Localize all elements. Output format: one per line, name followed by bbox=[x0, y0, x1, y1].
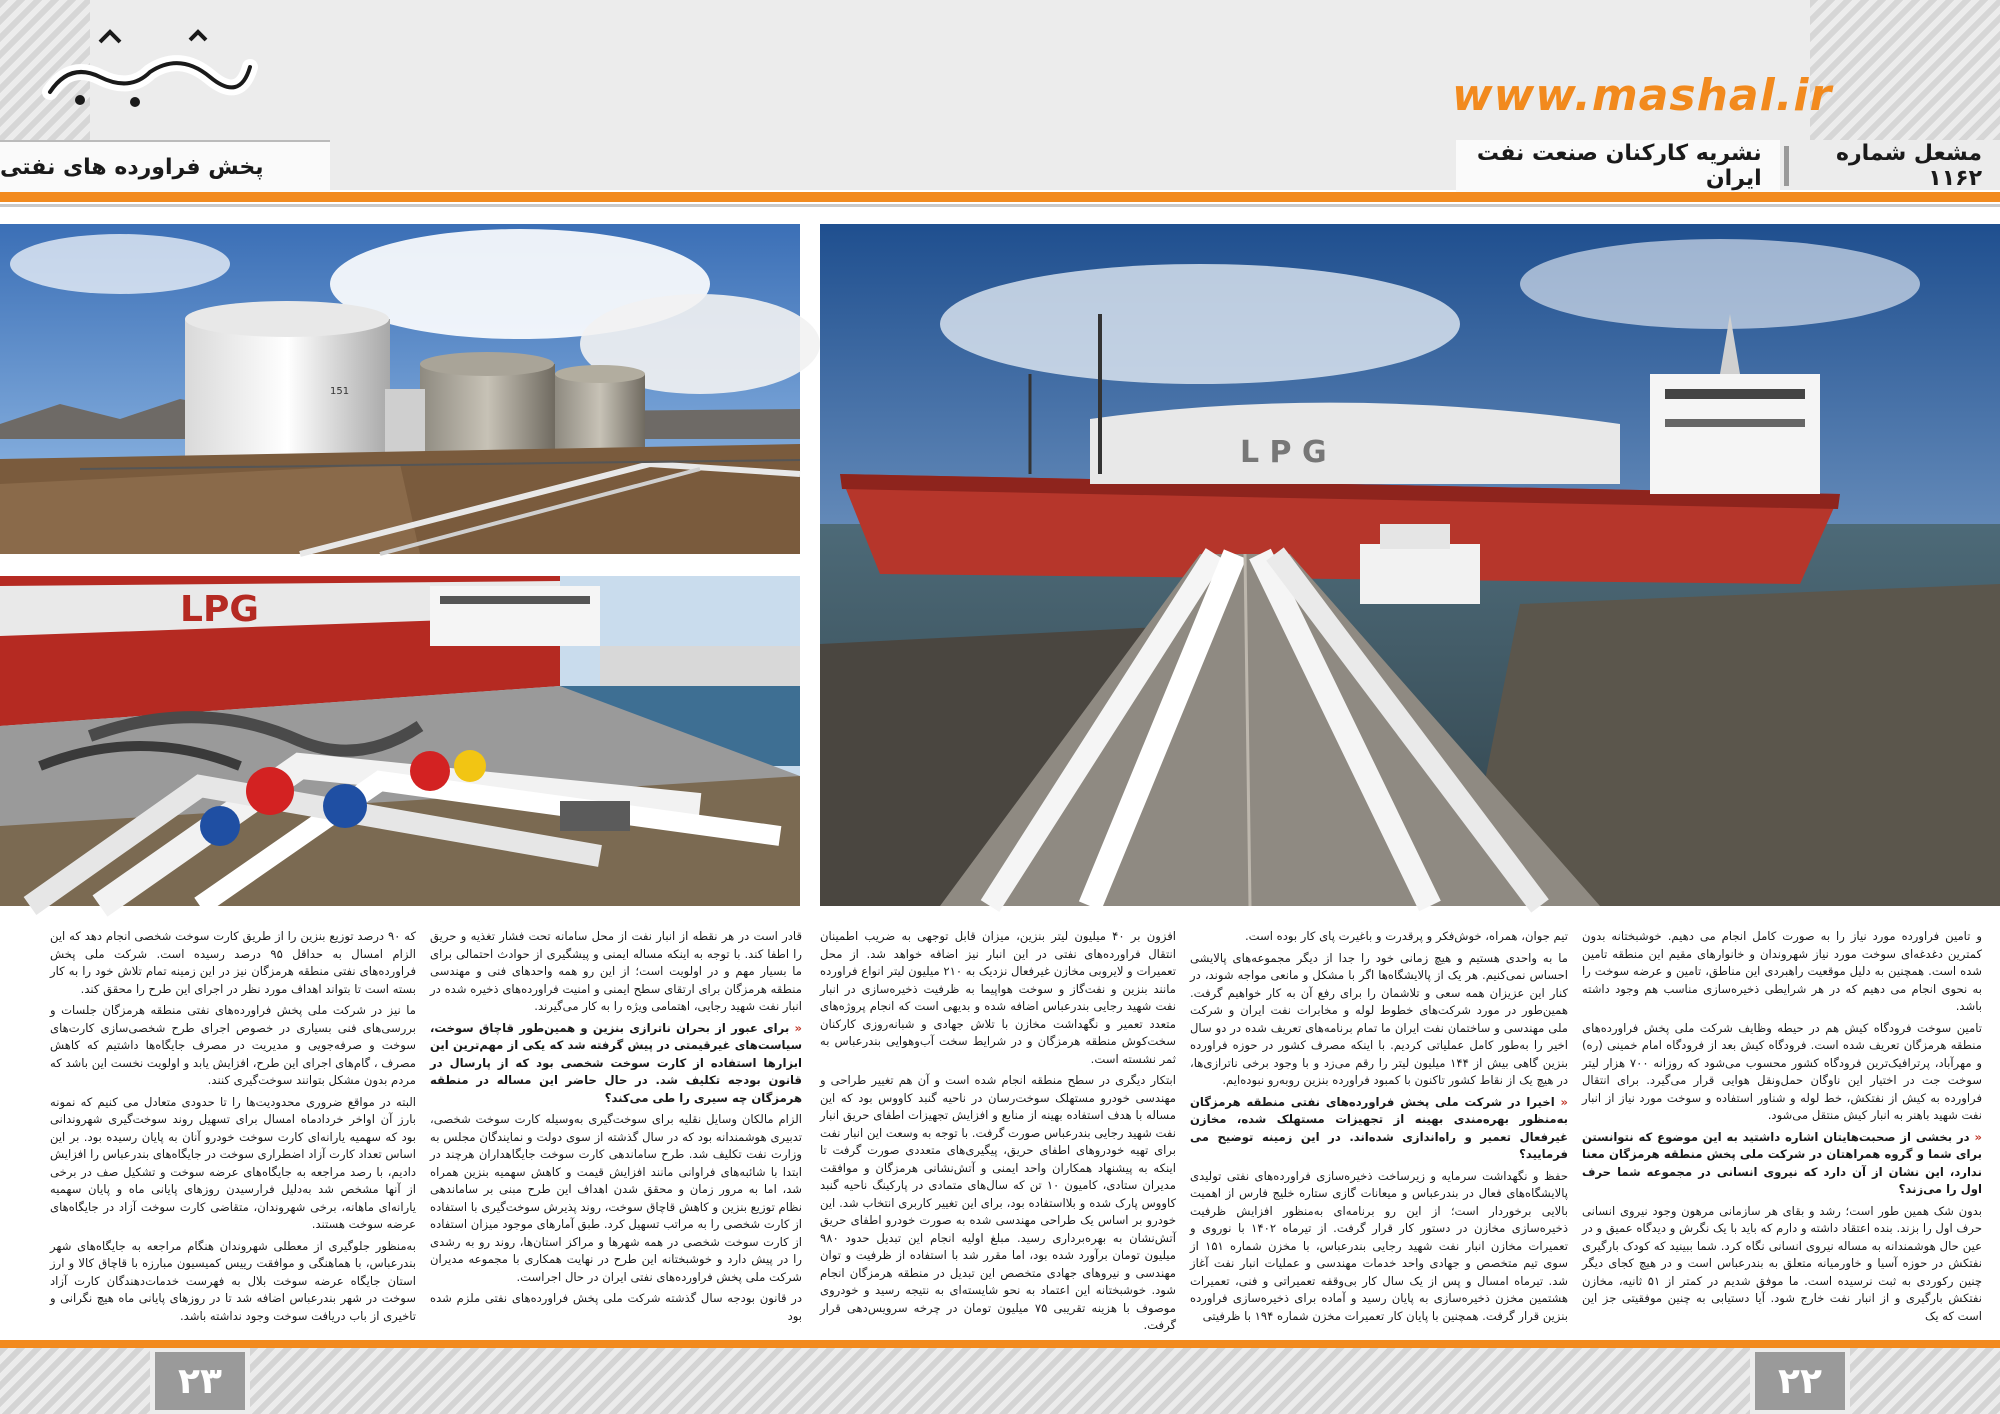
col4-question bbox=[430, 1020, 802, 1108]
text-column-2 bbox=[1190, 928, 1568, 1323]
col2-para-2: ما به واحدی هستیم و هیچ زمانی خود را جدا از دیگر مجموعه‌های پالایشی احساس نمی‌کنیم. هر یک از پالایشگاه‌ها اگر با مشکل و مانعی مواجه شوند، در کنار این عزیزان همه سعی و تلاشمان را برای رفع آن به کار خواهیم گرفت. همین‌طور در مورد شرکت‌های خطوط لوله و مخابرات نفت ایران و شرکت ملی مهندسی و ساختمان نفت ایران ما تمام برنامه‌های تعریف شده در دو سال اخیر را به‌طور کامل عملیاتی کردیم. با اینکه مصرف کشور در حوزه فراورده بنزین گاهی بیش از ۱۴۴ میلیون لیتر را رقم می‌زد و با وجود برخی ناترازی‌ها، در هیچ یک از نقاط کشور تاکنون با کمبود فراورده بنزین روبه‌رو نبوده‌ایم. bbox=[1190, 950, 1568, 1087]
col4-para-1: قادر است در هر نقطه از انبار نفت از محل سامانه تحت فشار تغذیه و حریق را اطفا کند. با توجه به اینکه مساله ایمنی و پیشگیری از حوادث احتمالی برای ما بسیار مهم و در اولویت است؛ از این رو همه واحدهای فنی و مهندسی منطقه هرمزگان برای ارتقای سطح ایمنی و امنیت فراورده‌های ذخیره شده در انبار نفت شهید رجایی، اهتمامی ویژه را به کار می‌گیرند. bbox=[430, 929, 802, 1013]
col2-question-text: اخیرا در شرکت ملی پخش فراورده‌های نفتی منطقه هرمزگان به‌منظور بهره‌مندی بهینه از تجهیزات مستهلک شده، مخازن غیرفعال تعمیر و راه‌اندازی شده‌اند. در این زمینه توضیح می فرمایید؟ bbox=[1190, 1094, 1568, 1161]
text-column-1 bbox=[1582, 928, 1982, 1323]
tank-label: 151 bbox=[330, 386, 350, 397]
website-url: www.mashal.ir bbox=[1452, 70, 1833, 121]
header-hatch-right bbox=[1810, 0, 2000, 140]
col2-question bbox=[1190, 1094, 1568, 1164]
photo-lpg-ship bbox=[820, 224, 2000, 906]
col5-para-4: به‌منظور جلوگیری از معطلی شهروندان هنگام مراجعه به جایگاه‌های شهر بندرعباس، با هماهنگی و موافقت رییس کمیسیون مبارزه با قاچاق کالا و ارز استان جایگاه عرضه سوخت بلال به فهرست خدمات‌دهندگان کارت آزاد سوخت در شهر بندرعباس اضافه شد تا در روزهای پایانی ماه هیچ نگرانی و تاخیری از باب دریافت سوخت وجود نداشته باشد. bbox=[50, 1238, 416, 1323]
col4-para-3: در قانون بودجه سال گذشته شرکت ملی پخش فراورده‌های نفتی ملزم شده بود bbox=[430, 1291, 802, 1323]
issue-title-bar bbox=[1456, 140, 2000, 192]
col5-para-2: ما نیز در شرکت ملی پخش فراورده‌های نفتی منطقه هرمزگان جلسات و بررسی‌های فنی بسیاری در خصوص اجرای طرح شخصی‌سازی کارت‌های سوخت و صرفه‌جویی و مدیریت در مصرف جایگاه‌ها داشتیم که کاهش مصرف ، گام‌های اجرای این طرح، افزایش یابد و اولویت نخست این باشد که مردم بدون مشکل بتوانند سوخت‌گیری کنند. bbox=[50, 1003, 416, 1087]
text-column-5 bbox=[50, 928, 416, 1323]
issue-number: مشعل شماره ۱۱۶۲ bbox=[1835, 141, 1982, 191]
col1-question bbox=[1582, 1129, 1982, 1199]
col1-para-1: و تامین فراورده مورد نیاز را به صورت کامل انجام می دهیم. خوشبختانه بدون کمترین دغدغه‌ای سوخت مورد نیاز شهروندان و خانوارهای مقیم این منطقه تامین شده است. همچنین به دلیل موقعیت راهبردی این مناطق، تامین و عرضه سوخت را به نحوی انجام می دهیم که در هر شرایطی ذخیره‌سازی مناسب هم وجود داشته باشد. bbox=[1582, 929, 1982, 1013]
hull-text: LPG bbox=[180, 589, 259, 630]
publication-name: نشریه کارکنان صنعت نفت ایران bbox=[1456, 140, 1780, 192]
col5-para-1: که ۹۰ درصد توزیع بنزین را از طریق کارت سوخت شخصی انجام دهد که این الزام امسال به حداقل ۹۵ درصد رسیده است. شرکت ملی پخش فراورده‌های نفتی منطقه هرمزگان نیز در این زمینه تمام تلاش خود را به کار بسته است تا بتواند اهداف مورد نظر در اجرای این طرح را محقق کند. bbox=[50, 929, 416, 996]
page-number-right: ۲۲ bbox=[1755, 1352, 1845, 1410]
question-chevron-icon: « bbox=[794, 1020, 802, 1035]
question-chevron-icon: « bbox=[1974, 1129, 1982, 1144]
header-gray-rule bbox=[0, 204, 2000, 207]
col5-para-3: البته در مواقع ضروری محدودیت‌ها را تا حدودی متعادل می کنیم که نمونه بارز آن اواخر خردادماه امسال برای تسهیل روند سوخت‌گیری شهروندانی بود که سهمیه یارانه‌ای کارت سوخت خودرو آنان به پایان رسیده بود. بر این اساس تعداد کارت آزاد اضطراری سوخت در جایگاه‌های بندرعباس را افزایش دادیم، با رصد مراجعه به جایگاه‌های عرضه سوخت و تشکیل صف در برخی از آنها مشخص شد به‌دلیل فرارسیدن روزهای پایانی ماه و پایان سهمیه یارانه‌ای ماهانه، برخی شهروندان، متقاضی کارت سوخت آزاد در جایگاه‌های عرضه سوخت هستند. bbox=[50, 1094, 416, 1231]
section-title-text: پخش فراورده های نفتی bbox=[0, 154, 264, 180]
mashal-logo bbox=[40, 22, 260, 122]
question-chevron-icon: « bbox=[1560, 1094, 1568, 1109]
text-column-3 bbox=[820, 928, 1176, 1332]
title-separator bbox=[1784, 146, 1789, 186]
col2-para-1: تیم جوان، همراه، خوش‌فکر و پرقدرت و باغیرت پای کار بوده است. bbox=[1244, 929, 1568, 943]
photo-pipes-deck bbox=[0, 576, 800, 906]
col1-para-3: بدون شک همین طور است؛ رشد و بقای هر سازمانی مرهون وجود نیروی انسانی حرف اول را بزند. بنده اعتقاد داشته و دارم که باید با یک نگرش و دیدگاه عمیق و در عین حال هوشمندانه به مساله نیروی انسانی نگاه کرد. شما ببینید که کودک بارگیری نفتکش در حوزه آسیا و خاورمیانه متعلق به بندرعباس است و در هیچ کجای دیگر چنین رکوردی به ثبت نرسیده است. ما موفق شدیم در کمتر از ۵۱ ثانیه، مخازن نفتکش بارگیری و از انبار نفت خارج شود. آیا دستیابی به چنین موفقیتی جز این است که یک bbox=[1582, 1203, 1982, 1323]
col2-para-3: حفظ و نگهداشت سرمایه و زیرساخت ذخیره‌سازی فراورده‌های نفتی تولیدی پالایشگاه‌های فعال در بندرعباس و میعانات گازی ستاره خلیج فارس از اهمیت بالایی برخوردار است؛ از این رو برنامه‌ای به‌منظور افزایش ظرفیت ذخیره‌سازی مخازن در دستور کار قرار گرفت. از تیرماه ۱۴۰۲ با نوروی و تعمیرات مخازن انبار نفت شهید رجایی بندرعباس، با مخزن شماره ۱۵۱ از سوی تیم متخصص و جهادی واحد خدمات مهندسی و عملیات انبار نفت آغاز شد. تیرماه امسال و پس از یک سال کار بی‌وقفه تعمیراتی و فنی، تعمیرات هشتمین مخزن ذخیره‌سازی به پایان رسید و آماده برای ذخیره‌سازی فراورده بنزین قرار گرفت. همچنین با پایان کار تعمیرات مخزن شماره ۱۹۴ با ظرفیتی bbox=[1190, 1168, 1568, 1323]
footer-hatch-left bbox=[0, 1348, 150, 1414]
lpg-hull-text: L P G bbox=[1240, 435, 1327, 470]
footer-hatch-middle bbox=[250, 1348, 1750, 1414]
photo-storage-tanks bbox=[0, 224, 800, 554]
footer-hatch-right bbox=[1850, 1348, 2000, 1414]
col3-para-1: افزون بر ۴۰ میلیون لیتر بنزین، میزان قابل توجهی به ضریب اطمینان انتقال فراورده‌های نفتی در این انبار نیز اضافه خواهد شد. از محل تعمیرات و لایروبی مخازن غیرفعال نزدیک به ۲۱۰ میلیون لیتر انواع فراورده مانند بنزین و نفت‌گاز و سوخت هواپیما به ظرفیت ذخیره‌سازی در انبار نفت شهید رجایی بندرعباس اضافه شده و بدیهی است که انجام پروژه‌های متعدد تعمیر و نگهداشت مخازن با تلاش جهادی و شبانه‌روزی کارکنان سخت‌کوش منطقه هرمزگان و در شرایط سخت آب‌وهوایی بندرعباس به ثمر نشسته است. bbox=[820, 929, 1176, 1066]
col4-para-2: الزام مالکان وسایل نقلیه برای سوخت‌گیری به‌وسیله کارت سوخت شخصی، تدبیری هوشمندانه بود که در سال گذشته از سوی دولت و نمایندگان مجلس به وزارت نفت تکلیف شد. طرح ساماندهی کارت سوخت جایگاهداران هرچند در ابتدا با شائبه‌های فراوانی مانند افزایش قیمت و کاهش سهمیه بنزین همراه شد، اما به مرور زمان و محقق شدن اهداف این طرح مبنی بر ساماندهی نظام توزیع بنزین و کاهش قاچاق سوخت، روند پذیرش سوخت‌گیری با استفاده از کارت شخصی را به مراتب تسهیل کرد. طبق آمارهای موجود میزان استفاده از کارت سوخت شخصی در همه شهرها و مراکز استان‌ها، روند رو به رشدی را در پیش دارد و خوشبختانه این طرح در نهایت همکاری با مجموعه مدیران شرکت ملی پخش فراورده‌های نفتی ایران در حال اجراست. bbox=[430, 1112, 802, 1284]
header-accent-rule bbox=[0, 192, 2000, 202]
col4-question-text: برای عبور از بحران ناترازی بنزین و همین‌طور قاچاق سوخت، سیاست‌های غیرقیمتی در پیش گرفته شد که یکی از مهم‌ترین این ابزارها استفاده از کارت سوخت شخصی بود که از پارسال در قانون بودجه تکلیف شد. در حال حاضر این مساله در منطقه هرمزگان چه سیری را طی می‌کند؟ bbox=[430, 1020, 802, 1105]
col1-para-2: تامین سوخت فرودگاه کیش هم در حیطه وظایف شرکت ملی پخش فراورده‌های منطقه هرمزگان تعریف شده است. فرودگاه کیش بعد از فرودگاه امام خمینی (ره) و مهرآباد، پرترافیک‌ترین فرودگاه کشور محسوب می‌شود که روزانه ۷۰۰ هزار لیتر سوخت جت در اختیار این ناوگان حمل‌ونقل هوایی قرار می‌گیرد. برای انتقال فراورده به کیش از نفتکش، خط لوله و شناور استفاده و سوخت مورد نیاز از انبار نفت شهید باهنر به انبار کیش منتقل می‌شود. bbox=[1582, 1020, 1982, 1122]
col1-question-text: در بخشی از صحبت‌هایتان اشاره داشتید به این موضوع که نتوانستن برای شما و گروه همراهتان در شرکت ملی پخش منطقه هرمزگان معنا ندارد، این نشان از آن دارد که نیروی انسانی در مجموعه شما حرف اول را می‌زند؟ bbox=[1582, 1129, 1982, 1196]
text-column-4 bbox=[430, 928, 802, 1323]
page-number-left: ۲۳ bbox=[155, 1352, 245, 1410]
footer-accent-rule bbox=[0, 1340, 2000, 1348]
section-title bbox=[0, 140, 330, 192]
col3-para-2: ابتکار دیگری در سطح منطقه انجام شده است و آن هم تغییر طراحی و مهندسی خودرو مستهلک سوخت‌رسان در ناحیه گنبد کاووس بود که این مساله با هدف استفاده بهینه از منابع و افزایش تجهیزات اطفای حریق انبار نفت شهید رجایی بندرعباس صورت گرفت. با توجه به وسعت این انبار نفت برای تهیه خودروهای اطفای حریق، پیگیری‌های متعددی صورت گرفت تا اینکه به پیشنهاد همکاران واحد ایمنی و آتش‌نشانی هرمزگان و موافقت مدیران ستادی، کامیون ۱۰ تن که سال‌های متمادی در پارکینگ ناحیه گنبد کاووس پارک شده و بلااستفاده بود، برای این تغییر کاربری انتخاب شد. این خودرو بر اساس یک طراحی مهندسی شده به صورت خودرو اطفای حریق آتش‌نشان به بهره‌برداری رسید. مبلغ اولیه انجام این تبدیل حدود ۹۸۰ میلیون تومان برآورد شده بود، اما مقرر شد با استفاده از ظرفیت و توان مهندسی و نیروهای جهادی متخصص این تبدیل در منطقه هرمزگان انجام شود. خوشبختانه این اعتماد به نحو شایسته‌ای به نتیجه رسید و خودروی موصوف با هزینه تقریبی ۷۵ میلیون تومان در چرخه سرویس‌دهی قرار گرفت. bbox=[820, 1073, 1176, 1332]
